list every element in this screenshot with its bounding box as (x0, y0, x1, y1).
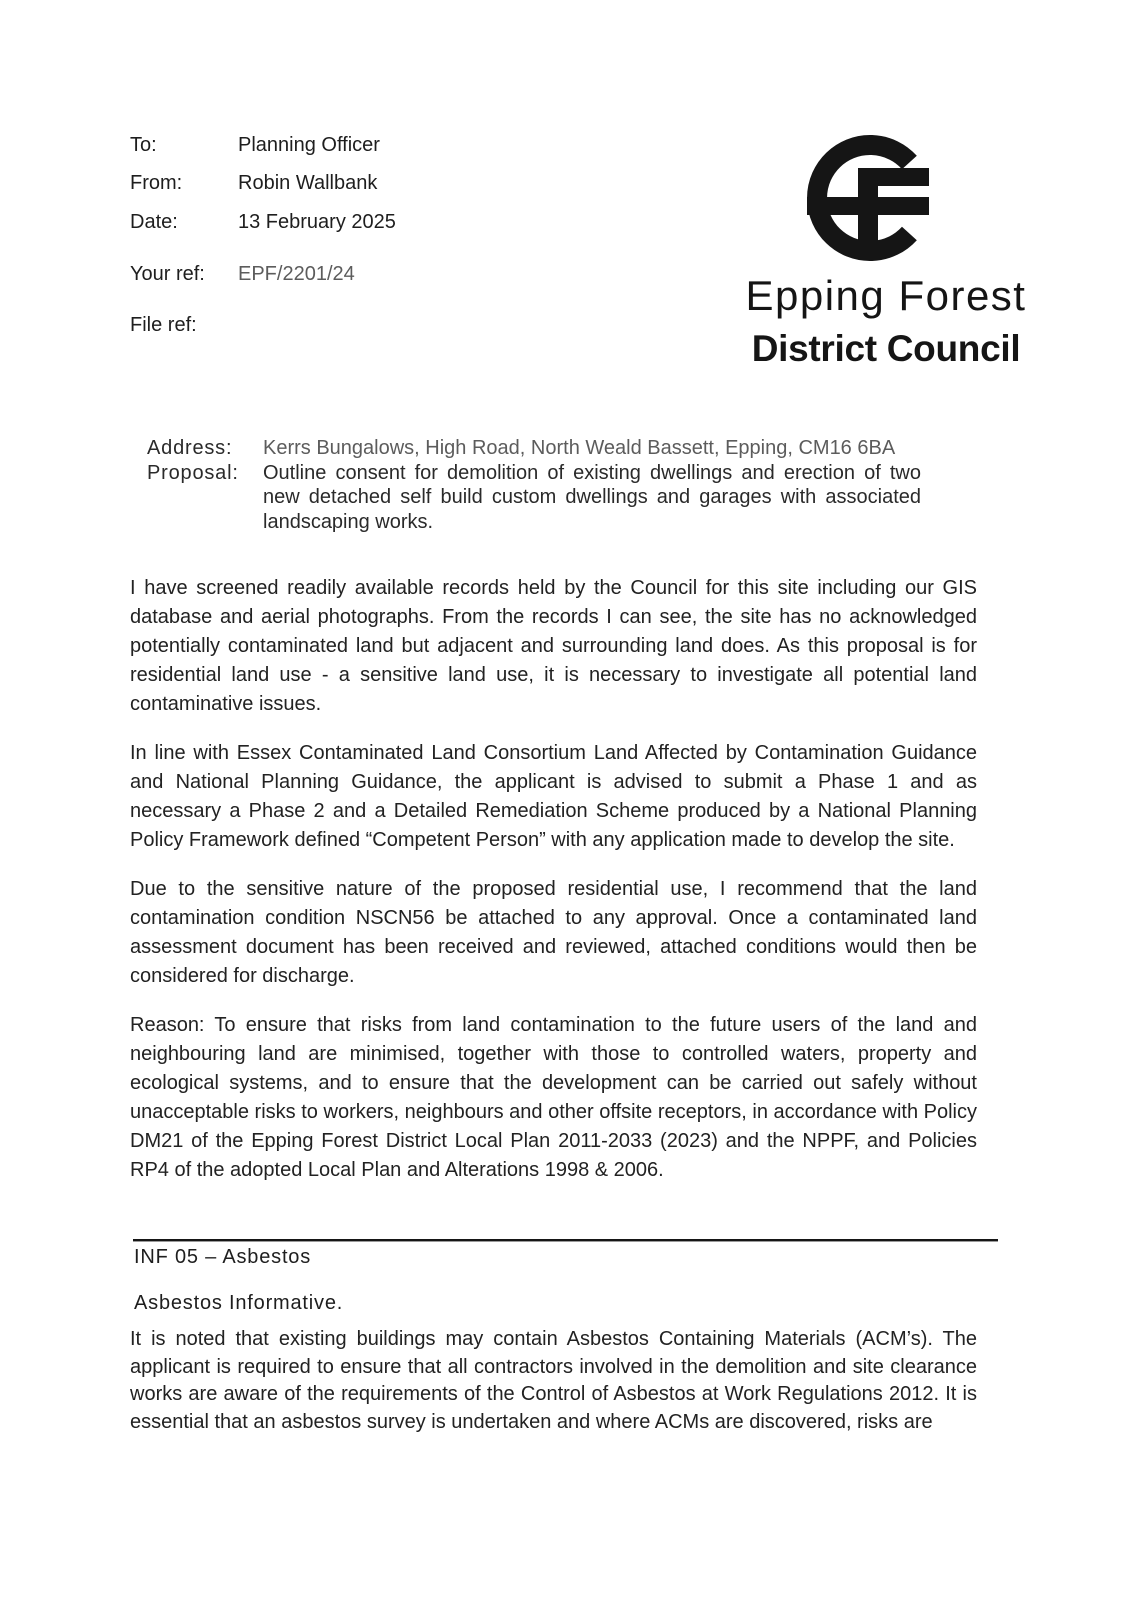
address-label: Address: (147, 437, 233, 459)
to-value: Planning Officer (238, 134, 380, 156)
your-ref-value: EPF/2201/24 (238, 263, 355, 285)
proposal-value: Outline consent for demolition of existing dwellings and erection of two new detached self build custom dwellings and garages with associated landscaping works. (263, 461, 921, 533)
logo-org-name: Epping Forest (745, 272, 1027, 319)
file-ref-label: File ref: (130, 314, 197, 336)
to-label: To: (130, 134, 157, 156)
from-label: From: (130, 172, 183, 194)
memo-header (130, 134, 396, 336)
ef-monogram-icon (726, 128, 1046, 268)
informative-paragraph: It is noted that existing buildings may contain Asbestos Containing Materials (ACM’s). The applicant is required to ensure that all contractors involved in the demolition and site clearance works are aware of the requirements of the Control of Asbestos at Work Regulations 2012. It is essential that an asbestos survey is undertaken and where ACMs are discovered, risks are (130, 1328, 977, 1433)
section-divider (133, 1239, 998, 1242)
from-value: Robin Wallbank (238, 172, 378, 194)
case-details (147, 436, 921, 534)
date-value: 13 February 2025 (238, 211, 396, 233)
body-paragraph: Reason: To ensure that risks from land contamination to the future users of the land and neighbouring land are minimised, together with those to controlled waters, property and ecological systems, and to ensure that the development can be carried out safely without unacceptable risks to workers, neighbours and other offsite receptors, in accordance with Policy DM21 of the Epping Forest District Local Plan 2011-2033 (2023) and the NPPF, and Policies RP4 of the adopted Local Plan and Alterations 1998 & 2006. (130, 1014, 977, 1181)
informative-heading: INF 05 – Asbestos (134, 1246, 312, 1268)
memo-row-your-ref (130, 263, 396, 285)
address-value: Kerrs Bungalows, High Road, North Weald Bassett, Epping, CM16 6BA (263, 437, 896, 459)
letter-body (130, 574, 977, 1205)
memo-row-to (130, 134, 396, 156)
body-paragraph: Due to the sensitive nature of the proposed residential use, I recommend that the land contamination condition NSCN56 be attached to any approval. Once a contaminated land assessment document has been received and reviewed, attached conditions would then be considered for discharge. (130, 878, 977, 987)
informative-subheading: Asbestos Informative. (134, 1292, 344, 1314)
your-ref-label: Your ref: (130, 263, 205, 285)
body-paragraph: I have screened readily available records held by the Council for this site including our GIS database and aerial photographs. From the records I can see, the site has no acknowledged potentially contaminated land but adjacent and surrounding land does. As this proposal is for residential land use - a sensitive land use, it is necessary to investigate all potential land contaminative issues. (130, 577, 977, 715)
memo-row-file-ref (130, 314, 396, 336)
body-paragraph: In line with Essex Contaminated Land Consortium Land Affected by Contamination Guidance and National Planning Guidance, the applicant is advised to submit a Phase 1 and as necessary a Phase 2 and a Detailed Remediation Scheme produced by a National Planning Policy Framework defined “Competent Person” with any application made to develop the site. (130, 742, 977, 851)
council-logo (726, 128, 1046, 370)
proposal-label: Proposal: (147, 461, 239, 484)
logo-org-type: District Council (751, 328, 1021, 369)
memo-row-date (130, 211, 396, 233)
date-label: Date: (130, 211, 178, 233)
memo-row-from (130, 172, 396, 194)
